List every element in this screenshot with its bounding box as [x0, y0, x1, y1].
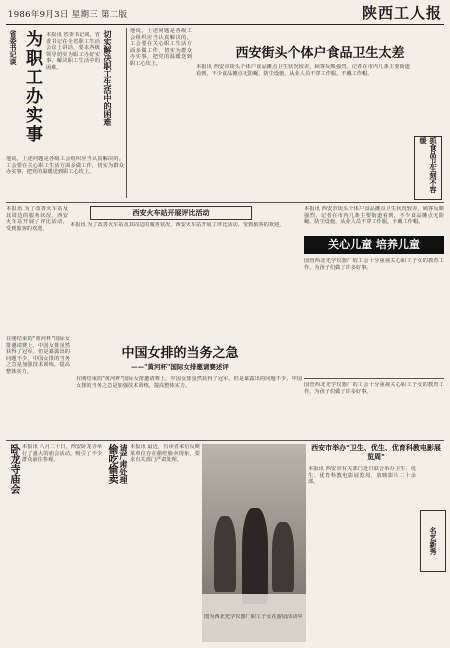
volleyball-article [6, 336, 302, 436]
volleyball-left-text: 在刚结束的"黄河杯"国际女排邀请赛上，中国女排虽然获得了冠军，但是暴露出的问题不少。中国女排的当务之急是加强技术训练，提高整体实力。 [6, 336, 70, 375]
children-top-text: 本报讯 西安市街头个体户食品摊点卫生状况较差，顾客反映强烈。记者在市内几条主要街道看到，不少食品摊点无防蝇、防尘设施，从业人员不穿工作服，不戴工作帽。 [304, 206, 444, 226]
train-station-article [70, 206, 300, 332]
top-right-lead: 本报讯 西安市街头个体户食品摊点卫生状况较差，顾客反映强烈。记者在市内几条主要街道看到，不少食品摊点无防蝇、防尘设施，从业人员不穿工作服，不戴工作帽。 [196, 64, 410, 77]
masthead-rule [6, 24, 444, 25]
left-article [6, 28, 124, 200]
volleyball-subheadline: ——"黄河杯"国际女排邀请赛述评 [131, 363, 229, 371]
bottom-right-side-label-box [420, 510, 446, 572]
top-right-headline: 西安街头个体户食品卫生太差 [235, 46, 405, 61]
volleyball-body: 在刚结束的"黄河杯"国际女排邀请赛上，中国女排虽然获得了冠军，但是暴露出的问题不少。中国女排的当务之急是加强技术训练，提高整体实力。 [76, 376, 302, 389]
bottom-right-headline: 西安市举办"卫生、优生、优育科教电影展览周" [311, 444, 441, 461]
column-rule [126, 28, 127, 198]
bottom-center-body: 本报讯 最近，有读者来信反映某单位存在偷吃偷卖现象，要求有关部门严肃处理。 [130, 444, 200, 464]
top-right-side-label-box [414, 136, 442, 200]
left-article-body: 他说，上述问题是各级工会组织应当认真解决的。工会要在关心职工生活方面多做工作，切实为群众办实事，把党的温暖送到职工心坎上。 [6, 156, 124, 176]
bottom-center-headline: 偷吃偷卖 [106, 444, 117, 484]
volleyball-headline: 中国女排的当务之急 [121, 346, 239, 361]
reader-letter [6, 206, 68, 332]
train-station-body: 本报讯 为了改善火车站及其周边的服务状况，西安火车站开展了评比活动，受到旅客的欢迎。 [70, 222, 285, 228]
left-article-subheadline: 切实解决职工生活中的困难 [103, 30, 112, 126]
bottom-center-sub: 请严肃处理 [119, 444, 128, 484]
children-banner: 关心儿童 培养儿童 [304, 236, 444, 254]
reader-letter-body: 本报讯 为了改善火车站及其周边的服务状况，西安火车站开展了评比活动，受到旅客的欢迎。 [6, 206, 68, 232]
bottom-rule [6, 440, 444, 441]
children-continued: 国营西北光学仪器厂的工会十分重视关心职工子女的教育工作，为孩子们做了许多好事。 [304, 382, 444, 395]
children-section [304, 206, 444, 376]
left-article-kicker: 省委书记谈 [9, 30, 17, 65]
children-body: 国营西北光学仪器厂的工会十分重视关心职工子女的教育工作，为孩子们做了许多好事。 [304, 258, 444, 271]
top-right-side-label: 抓食品卫生刻不容缓 [419, 137, 437, 193]
bottom-right-side-label: 名艺新秀 [429, 527, 437, 555]
bottom-left-headline: 卧龙寺庙会 [8, 444, 19, 494]
news-photo [202, 444, 306, 642]
bottom-left-article [6, 444, 102, 642]
bottom-right-body: 本报讯 西安市有关部门近日联合举办卫生、优生、优育科教电影展览周，放映影片二十余部。 [308, 466, 416, 486]
left-article-continued: 他说，上述问题是各级工会组织应当认真解决的。工会要在关心职工生活方面多做工作，切实为群众办实事，把党的温暖送到职工心坎上。 [130, 28, 192, 67]
train-station-label: 西安火车站开展评比活动 [90, 206, 252, 220]
bottom-right-article [308, 444, 444, 642]
top-right-article [196, 28, 444, 200]
left-article-headline: 为职工办实事 [22, 30, 42, 144]
section-rule [6, 202, 444, 203]
left-article-lead: 本报讯 省委书记谈，省委书记在全省职工生活会议上讲话，要求各级领导切实为职工办好实事，解决职工生活中的困难。 [46, 32, 100, 71]
bottom-center-article [104, 444, 200, 642]
newspaper-title: 陕西工人报 [362, 4, 443, 22]
bottom-left-body: 本报讯 八月二十日，西安卧龙寺举行了盛大的庙会活动，吸引了不少群众前往参观。 [22, 444, 102, 464]
right-rule [304, 378, 444, 379]
issue-date: 1986年9月3日 星期三 第二版 [8, 10, 128, 20]
news-photo-caption: 图为西北光学仪器厂职工子女在游园活动中 [204, 614, 303, 620]
